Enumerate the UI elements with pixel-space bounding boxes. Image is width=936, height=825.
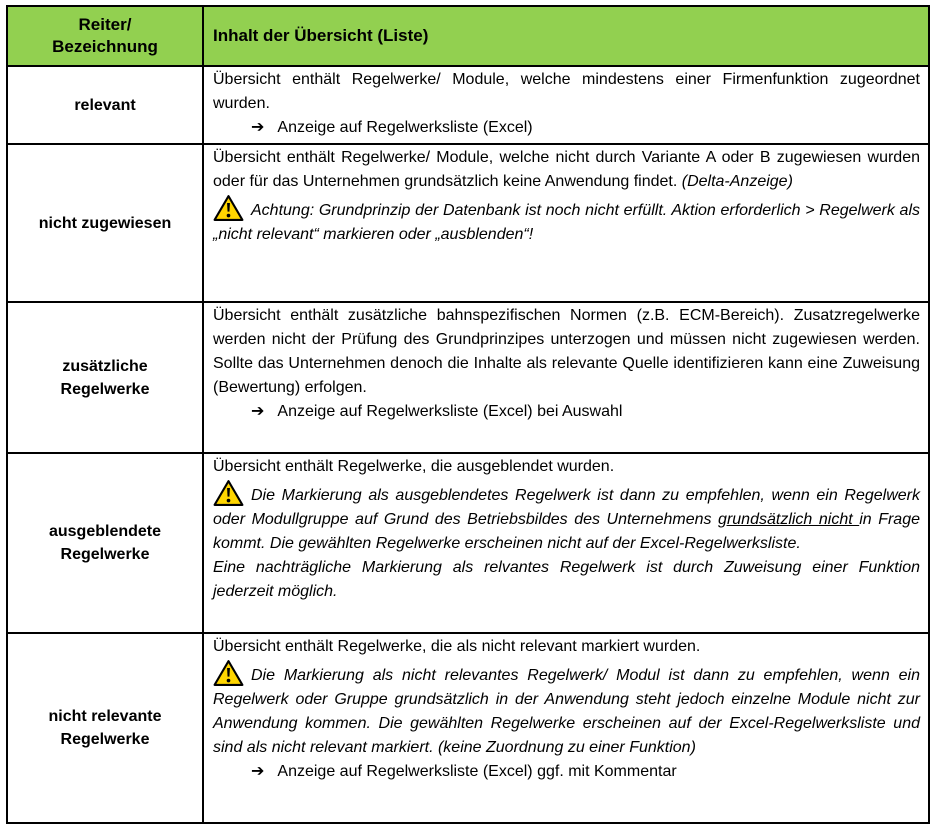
header-cell-inhalt: Inhalt der Übersicht (Liste) xyxy=(203,6,929,66)
row-content xyxy=(203,302,929,453)
row-label: relevant xyxy=(7,66,203,144)
overview-table xyxy=(6,5,930,824)
row-content xyxy=(203,144,929,302)
paragraph xyxy=(213,68,920,116)
warning-paragraph xyxy=(213,659,920,760)
warning-triangle-icon xyxy=(213,479,244,508)
paragraph xyxy=(213,146,920,194)
row-label: zusätzliche Regelwerke xyxy=(7,302,203,453)
table-row-nicht-zugewiesen xyxy=(7,144,929,302)
arrow-right-icon: ➔ xyxy=(251,763,265,780)
table-row-relevant xyxy=(7,66,929,144)
row-content xyxy=(203,453,929,633)
warning-paragraph xyxy=(213,479,920,556)
paragraph xyxy=(213,455,920,479)
row-content xyxy=(203,66,929,144)
arrow-right-icon: ➔ xyxy=(251,403,265,420)
text-segment: grundsätzlich nicht xyxy=(718,511,860,528)
table-body xyxy=(7,66,929,823)
text-segment: in Frage kommt. Die gewählten Regelwerke erscheinen nicht auf der Excel-Regelwerksliste. xyxy=(213,511,920,552)
text-segment: Übersicht enthält Regelwerke, die als nicht relevant markiert wurden. xyxy=(213,638,701,655)
text-segment: Übersicht enthält zusätzliche bahnspezifischen Normen (z.B. ECM-Bereich). Zusatzregelwerke werden nicht der Prüfung des Grundprinzipes unterzogen und müssen nicht zugewiesen werden. Sollte das Unternehmen denoch die Inhalte als relevante Quelle identifizieren kann eine Zuweisung (Bewertung) erfolgen. xyxy=(213,307,920,396)
arrow-bullet-line xyxy=(213,760,920,784)
text-segment: (Delta-Anzeige) xyxy=(681,173,793,190)
header-label-reiter: Reiter/ xyxy=(78,15,132,34)
paragraph xyxy=(213,304,920,400)
arrow-bullet-line xyxy=(213,116,920,140)
arrow-right-icon: ➔ xyxy=(251,119,265,136)
text-segment: Die Markierung als ausgeblendetes Regelwerk ist dann zu empfehlen, wenn ein Regelwerk oder Modullgruppe auf Grund des Betriebsbildes des Unternehmens xyxy=(213,487,920,528)
text-segment: Achtung: Grundprinzip der Datenbank ist noch nicht erfüllt. Aktion erforderlich > Regelwerk als „nicht relevant“ markieren oder „ausblenden“! xyxy=(213,202,920,243)
header-cell-reiter-bezeichnung xyxy=(7,6,203,66)
text-segment: Anzeige auf Regelwerksliste (Excel) xyxy=(277,119,533,136)
header-row xyxy=(7,6,929,66)
header-label-bezeichnung: Bezeichnung xyxy=(52,37,158,56)
arrow-bullet-line xyxy=(213,400,920,424)
text-segment: Eine nachträgliche Markierung als relvantes Regelwerk ist durch Zuweisung einer Funktion jederzeit möglich. xyxy=(213,559,920,600)
row-label: nicht zugewiesen xyxy=(7,144,203,302)
table-header xyxy=(7,6,929,66)
text-segment: Anzeige auf Regelwerksliste (Excel) ggf. mit Kommentar xyxy=(277,763,677,780)
row-label: ausgeblendete Regelwerke xyxy=(7,453,203,633)
warning-paragraph xyxy=(213,194,920,247)
text-segment: Die Markierung als nicht relevantes Regelwerk/ Modul ist dann zu empfehlen, wenn ein Regelwerk oder Gruppe grundsätzlich in der Anwendung steht jedoch einzelne Module nicht zur Anwendung kommen. Die gewählten Regelwerke erscheinen auf der Excel-Regelwerksliste und sind als nicht relevant markiert. (keine Zuordnung zu einer Funktion) xyxy=(213,667,920,756)
text-segment: Übersicht enthält Regelwerke, die ausgeblendet wurden. xyxy=(213,458,615,475)
text-segment: Übersicht enthält Regelwerke/ Module, welche mindestens einer Firmenfunktion zugeordnet wurden. xyxy=(213,71,920,112)
table-row-zusaetzliche-regelwerke xyxy=(7,302,929,453)
paragraph xyxy=(213,556,920,604)
row-content xyxy=(203,633,929,823)
warning-triangle-icon xyxy=(213,194,244,223)
warning-triangle-icon xyxy=(213,659,244,688)
table-row-nicht-relevante-regelwerke xyxy=(7,633,929,823)
text-segment: Anzeige auf Regelwerksliste (Excel) bei Auswahl xyxy=(277,403,623,420)
table-row-ausgeblendete-regelwerke xyxy=(7,453,929,633)
row-label: nicht relevante Regelwerke xyxy=(7,633,203,823)
text-segment: Übersicht enthält Regelwerke/ Module, welche nicht durch Variante A oder B zugewiesen wurden oder für das Unternehmen grundsätzlich keine Anwendung findet. xyxy=(213,149,920,190)
paragraph xyxy=(213,635,920,659)
